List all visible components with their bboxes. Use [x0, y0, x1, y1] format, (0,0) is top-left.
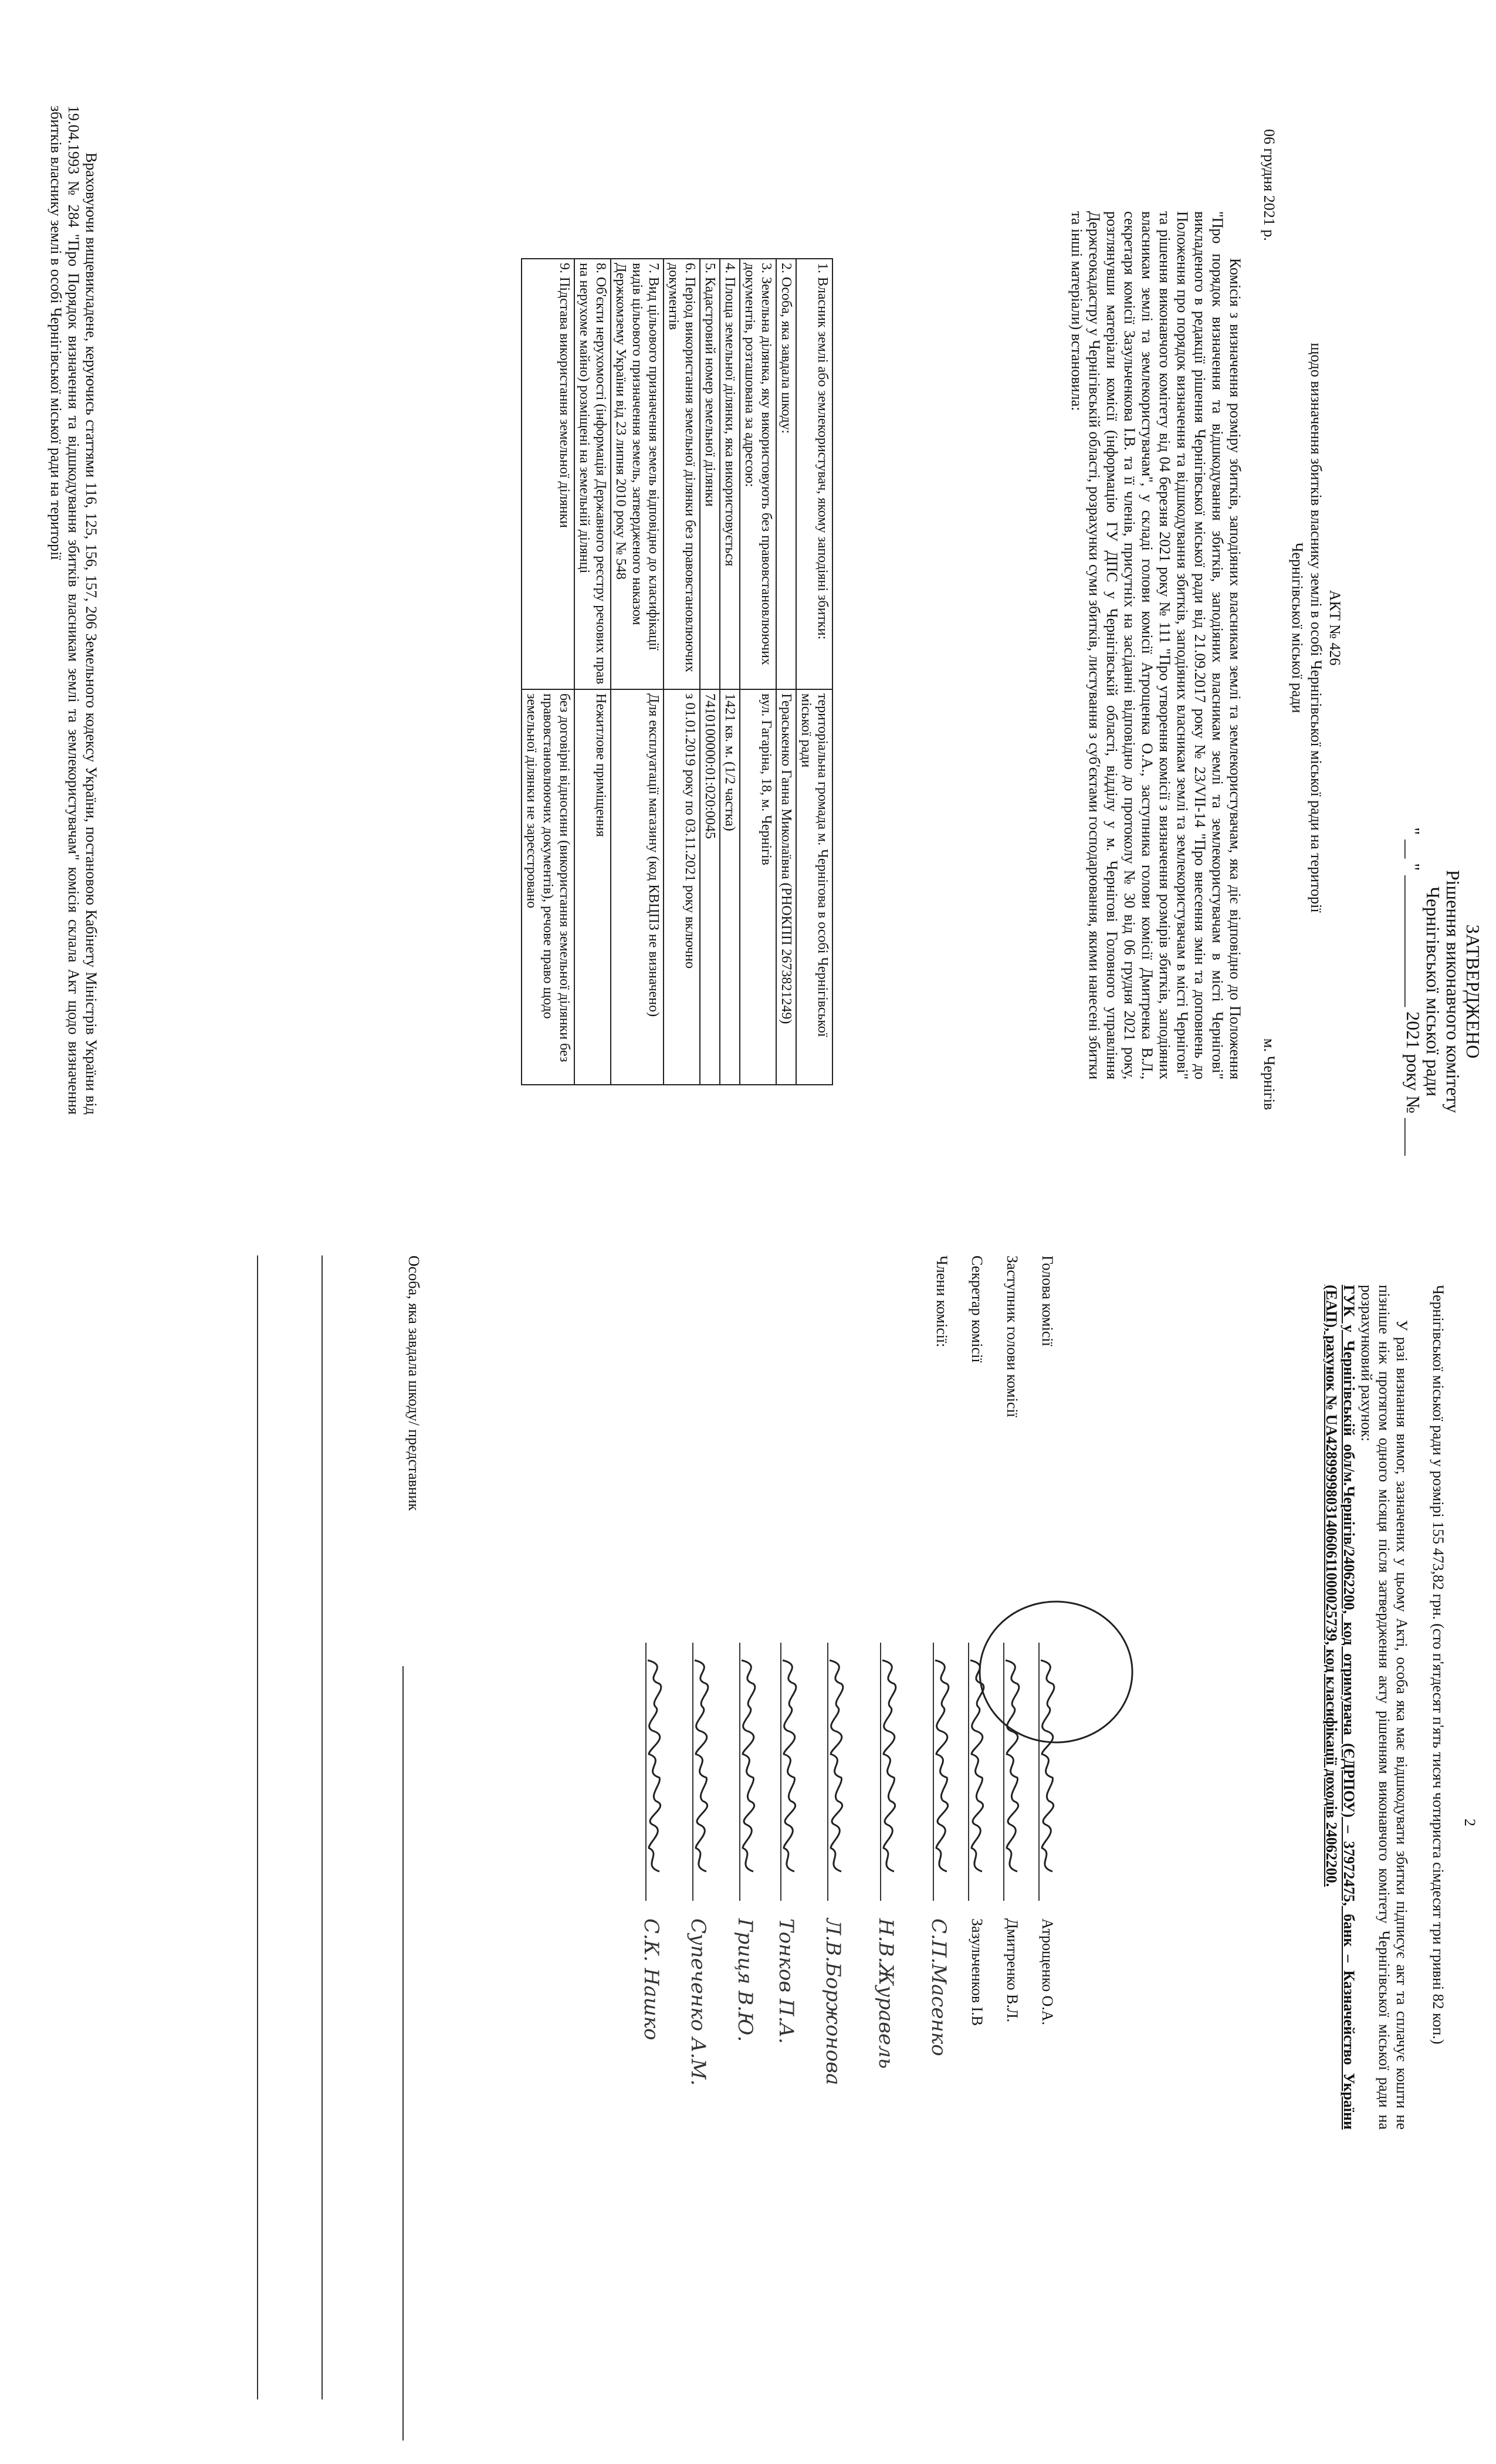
approval-line-1: Рішення виконавчого комітету	[1443, 869, 1464, 1113]
table-row	[720, 259, 740, 1085]
table-row	[522, 259, 574, 1085]
row-label: 3. Земельна ділянка, яку використовують без правовстановлюючих документів, розташована за адресою:	[740, 259, 776, 689]
signature-name: Л.В.Боржонова	[821, 1918, 845, 2086]
row-label: 8. Об'єкти нерухомості (інформація Державного реєстру речових прав на нерухоме майно) розміщені на земельній ділянці	[574, 259, 611, 689]
handwritten-signature	[818, 1654, 859, 1901]
row-label: 5. Кадастровий номер земельної ділянки	[700, 259, 720, 689]
signature-row	[733, 1255, 757, 2311]
signature-name: Зазульченков І.В	[969, 1918, 986, 2026]
amount-paragraph: Чернігівської міської ради у розмірі 155 473,82 грн. (сто п'ятдесят п'ять тисяч чотириста сімдесят три гривні 82 коп.)	[1430, 1285, 1447, 2045]
handwritten-signature	[771, 1654, 812, 1901]
signature-role: Голова комісії	[1039, 1255, 1056, 1346]
signature-name: Атрощенко О.А.	[1039, 1918, 1056, 2025]
signature-row	[874, 1255, 898, 2311]
signature-flourish	[968, 1584, 1144, 1760]
signature-row	[774, 1255, 798, 2311]
table-row	[740, 259, 776, 1085]
row-label: 9. Підстава використання земельної ділянки	[522, 259, 574, 689]
payment-details: ГУК у Чернігівській обл/м.Чернігів/24062200, код отримувача (ЄДРПОУ) – 37972475, банк – Казначейство України (ЕАП), рахунок № UA428999980314060611000025739, код класифікації доходів 24062200.	[1323, 1285, 1358, 2130]
row-value: 7410100000:01:020:0045	[700, 689, 720, 1085]
signature-name: С.К. Нашко	[639, 1918, 663, 2040]
signature-name: Н.В.Журавель	[874, 1918, 898, 2069]
act-date: 06 грудня 2021 р.	[1261, 129, 1278, 241]
page-number: 2	[1461, 1819, 1478, 1826]
signature-row	[962, 1255, 986, 2311]
signature-name: Тонков П.А.	[774, 1918, 798, 2044]
signature-row	[639, 1255, 663, 2311]
row-label: 4. Площа земельної ділянки, яка використовується	[720, 259, 740, 689]
approval-line-3: " __ " ______________ 2021 року № ____	[1403, 827, 1424, 1156]
payment-paragraph: У разі визнання вимог, зазначених у цьому Акті, особа яка має відшкодувати збитки підписує акт та сплачує кошти не пізніше ніж протягом одного місяця після затвердження акту рішенням виконавчого комітету Чернігівської міської ради на розрахунковий рахунок:	[1358, 1285, 1410, 2130]
table-row	[796, 259, 832, 1085]
signature-name: С.П.Масенко	[927, 1918, 950, 2056]
closing-paragraph: Враховуючи вищевикладене, керуючись статтями 116, 125, 156, 157, 206 Земельного кодексу України, постановою Кабінету Міністрів України від 19.04.1993 № 284 "Про Порядок визначення та відшкодування збитків власникам землі та землекористувачам" комісія склала Акт щодо визначення збитків власнику землі в особі Чернігівської міської ради на території	[48, 106, 100, 1115]
handwritten-signature	[923, 1654, 964, 1901]
representative-signature-line	[402, 1666, 404, 2441]
table-row	[700, 259, 720, 1085]
row-value: вул. Гагаріна, 18, м. Чернігів	[740, 689, 776, 1085]
handwritten-signature	[730, 1654, 771, 1901]
signature-row	[686, 1255, 710, 2311]
row-value: 1421 кв. м. (1/2 частка)	[720, 689, 740, 1085]
act-subtitle-1: щодо визначення збитків власнику землі в особі Чернігівської міської ради на території	[1308, 343, 1325, 913]
intro-paragraph: Комісія з визначення розміру збитків, заподіяних власникам землі та землекористувачам, яка діє відповідно до Положення "Про порядок визначення та відшкодування збитків, заподіяних власникам землі та землекористувачам в місті Чернігові" викладеного в редакції рішення Чернігівської міської ради від 21.09.2017 року № 23/VII-14 "Про внесення змін та доповнень до Положення про порядок визначення та відшкодування збитків, заподіяних власникам землі та землекористувачам в місті Чернігові" та рішення виконавчого комітету від 04 березня 2021 року № 111 "Про утворення комісії з визначення розмірів збитків, заподіяних власникам землі та землекористувачам", у складі голови комісії Атрощенка О.А., заступника голови комісії Дмитренка В.Л., секретаря комісії Зазульченкова І.В. та її членів, присутніх на засіданні відповідно до протоколу № 30 від 06 грудня 2021 року, розглянувши матеріали комісії (інформацію ГУ ДПС у Чернігівській області, відділу у м. Чернігові Головного управління Держгеокадастру у Чернігівській області, розрахунки суми збитків, листування з суб'єктами господарювання, якими нанесені збитки та інші матеріали) встановила:	[1068, 211, 1244, 1079]
representative-line-2	[321, 1255, 323, 2399]
handwritten-signature	[636, 1654, 677, 1901]
approval-line-2: Чернігівської міської ради	[1423, 886, 1444, 1096]
signature-name: Дмитренко В.Л.	[1004, 1918, 1021, 2023]
row-value: Для експлуатації магазину (код КВЦПЗ не визначено)	[611, 689, 664, 1085]
signature-name: Супеченко А.М.	[686, 1918, 710, 2086]
act-title: АКТ № 426	[1326, 590, 1343, 666]
approval-title: ЗАТВЕРДЖЕНО	[1463, 924, 1484, 1059]
row-label: 6. Період використання земельної ділянки без правовстановлюючих документів	[664, 259, 700, 689]
signature-row	[927, 1255, 950, 2311]
handwritten-signature	[683, 1654, 724, 1901]
row-value: Нежитлове приміщення	[574, 689, 611, 1085]
act-subtitle-2: Чернігівської міської ради	[1289, 542, 1306, 713]
table-row	[664, 259, 700, 1085]
act-page-2	[0, 1232, 1496, 2464]
signature-row	[997, 1255, 1021, 2311]
handwritten-signature	[871, 1654, 912, 1901]
table-row	[574, 259, 611, 1085]
row-value: Гераськенко Ганна Миколаївна (РНОКПП 2673821249)	[776, 689, 796, 1085]
signature-role: Заступник голови комісії	[1004, 1255, 1021, 1417]
row-label: 2. Особа, яка завдала шкоду:	[776, 259, 796, 689]
representative-line-3	[257, 1255, 258, 2399]
row-value: без договірні відносини (використання земельної ділянки без правовстановлюючих документів), речове право щодо земельної ділянки не зареєстровано	[522, 689, 574, 1085]
row-value: з 01.01.2019 року по 03.11.2021 року включно	[664, 689, 700, 1085]
table-row	[776, 259, 796, 1085]
details-table	[521, 258, 833, 1085]
signature-row	[1033, 1255, 1056, 2311]
table-row	[611, 259, 664, 1085]
signature-name: Гриця В.Ю.	[733, 1918, 757, 2042]
act-city: м. Чернігів	[1261, 1038, 1278, 1111]
row-label: 7. Вид цільового призначення земель відповідно до класифікації видів цільового призначення земель, затвердженого наказом Держкомзему України від 23 липня 2010 року № 548	[611, 259, 664, 689]
signature-row	[821, 1255, 845, 2311]
representative-label: Особа, яка завдала шкоду/ представник	[405, 1255, 422, 1511]
row-label: 1. Власник землі або землекористувач, якому заподіяні збитки:	[796, 259, 832, 689]
signature-role: Секретар комісії	[969, 1255, 986, 1363]
row-value: територіальна громада м. Чернігова в особі Чернігівської міської ради	[796, 689, 832, 1085]
signature-role: Члени комісії:	[933, 1255, 950, 1348]
